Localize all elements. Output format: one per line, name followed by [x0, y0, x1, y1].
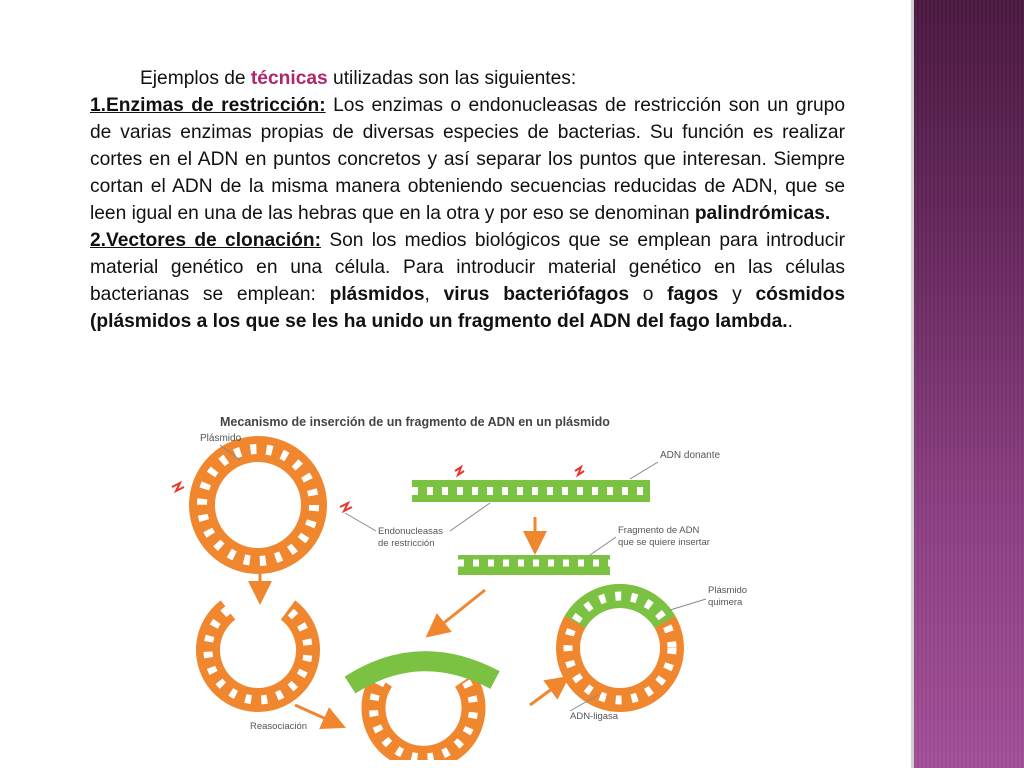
- intro-line: [140, 65, 845, 92]
- cut-mark-icon: [172, 483, 184, 491]
- donor-dna: [412, 480, 650, 502]
- term-virus-bacteriofagos: virus bacteriófagos: [443, 284, 630, 305]
- dna-fragment: [458, 555, 610, 575]
- plasmid-circle: [202, 449, 314, 561]
- leader-line: [590, 537, 616, 555]
- cut-mark-icon: [575, 467, 584, 475]
- reassociating-plasmid: [350, 661, 495, 758]
- label-endonucleasas-2: de restricción: [378, 538, 435, 549]
- item-1-paragraph: [90, 92, 845, 227]
- plasmid-insertion-diagram: [150, 405, 800, 760]
- label-endonucleasas-1: Endonucleasas: [378, 526, 443, 537]
- intro-suffix: utilizadas son las siguientes:: [327, 68, 577, 89]
- term-plasmidos: plásmidos: [329, 284, 425, 305]
- item-2-text: Son los medios biológicos que se emplean para introducir material genético en una célula. Para introducir material genético en las células bacterianas se emplean:: [90, 230, 845, 305]
- item-2-heading: 2.Vectores de clonación:: [90, 230, 321, 251]
- open-plasmid: [208, 610, 308, 700]
- label-quimera-2: quimera: [708, 597, 743, 608]
- label-fragmento-1: Fragmento de ADN: [618, 525, 700, 536]
- final-period: .: [787, 311, 793, 332]
- label-reasociacion: Reasociación: [250, 721, 308, 732]
- leader-line: [630, 462, 658, 479]
- item-1-bold-term: palindrómicas.: [694, 203, 831, 224]
- label-plasmido: Plásmido: [200, 433, 242, 444]
- chimera-plasmid: [568, 596, 672, 700]
- intro-highlight: técnicas: [250, 68, 328, 89]
- item-1-heading: 1.Enzimas de restricción:: [90, 95, 326, 116]
- intro-prefix: Ejemplos de: [140, 68, 251, 89]
- separator: o: [629, 284, 668, 305]
- leader-line: [450, 503, 490, 531]
- cut-mark-icon: [455, 467, 464, 475]
- diagram-title: Mecanismo de inserción de un fragmento de ADN en un plásmido: [220, 415, 610, 429]
- term-fagos: fagos: [667, 284, 719, 305]
- arrow-diagonal: [435, 590, 485, 630]
- decorative-sidebar: [911, 0, 1024, 768]
- item-2-paragraph: [90, 227, 845, 335]
- slide-text: [90, 65, 845, 335]
- term-cosmidos: cósmidos (plásmidos a los que se les ha unido un fragmento del ADN del fago lambda.: [90, 284, 846, 332]
- sidebar-divider: [911, 0, 914, 768]
- separator: y: [718, 284, 756, 305]
- label-quimera-1: Plásmido: [708, 585, 748, 596]
- leader-line: [670, 599, 706, 610]
- label-adn-donante: ADN donante: [660, 450, 721, 461]
- separator: ,: [424, 284, 444, 305]
- leader-line: [345, 513, 376, 531]
- cut-mark-icon: [340, 503, 352, 511]
- label-ligasa: ADN-ligasa: [570, 711, 619, 722]
- item-1-text: Los enzimas o endonucleasas de restricción son un grupo de varias enzimas propias de diversas especies de bacterias. Su función es realizar cortes en el ADN en puntos concretos y así separar los puntos que interesan. Siempre cortan el ADN de la misma manera obteniendo secuencias reducidas de ADN, que se leen igual en una de las hebras que en la otra y por eso se denominan: [90, 95, 845, 224]
- arrow-up-right: [530, 683, 560, 705]
- label-fragmento-2: que se quiere insertar: [618, 537, 710, 548]
